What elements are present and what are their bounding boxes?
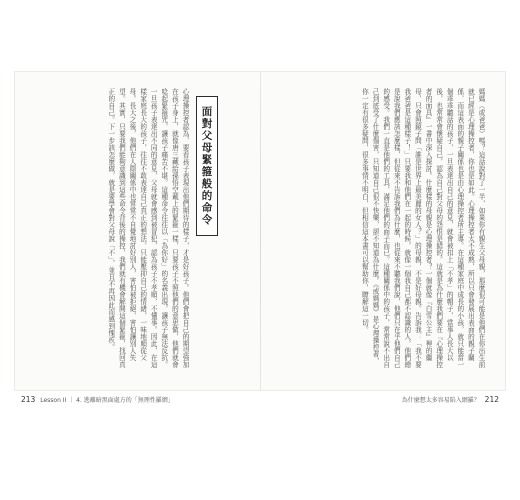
section-heading: 面對父母緊箍般的命令 <box>200 106 213 226</box>
left-running-head: Lesson II ｜ 4. 逃離暗黑面處方的「無理性羅網」 <box>40 397 174 404</box>
section-heading-box <box>196 96 218 236</box>
right-running-head: 為什麼想太多容易陷入網羅？ <box>401 397 480 404</box>
right-page-footer <box>402 395 502 404</box>
right-page-body-text: 媽媽（或爸爸）嗎？這話說對了一半，如果你有親生父母親，那麼很可能是他們在你出生前就已經是心理操控者，你也是如此。心理操控者太不成熟，所以只會發展出表面的親子關係，而這表面的親子關係也是由心理操控者所主導。在這種家庭中成長的小孩，就只能當一個乖乖聽話的孩子，一旦表達出自己的意見，就會被扣上「不孝」的帽子，當事人長大以後，也常常會懷疑自己，認為自己對父母的怨恨是錯的。這就是為什麼我們要在『心理操控者的面具』一書中深入探討。什麼樣的母親是心理操控者？一個就像『白雪公主』裡的繼母，只會照鏡子問「誰是世界上最美麗的女人？」的母親，不是好母親。告訴我：「我不要我爸爸是這種樣子！」只要我和他們在一起的時候，就像一個我自己都不認識的人，他們總是說我們應該怎麼樣，但從來不告訴我們為什麼，也從來不聽我們說，他們只在乎他們自己的感受。我們一直是他們的工具，滿足他們的面子而已。這種關係中的孩子，常常說不出自己到底受了什麼傷害，只知道自己很不快樂，卻不知道為什麼。《或媽媽》是心理操控者，你一定有很多疑問，很多事情不明白，但相信這本書可以幫助你，瞭解這一切。 <box>360 88 485 368</box>
book-gutter <box>260 72 261 390</box>
left-page-body-text: 心理操控者認為，要看孩子表現出他們期待的樣子，才是好孩子。他們會把自己的期望強加在孩子身上，就像唐三藏給孫悟空戴上的緊箍一樣，只要孩子不照他們的意思做，他們就會唸起緊箍咒，讓孩子痛苦不堪。這種命令往往以「為你好」的名義出現，讓孩子無法反抗。一旦孩子表達出不同的意見，父母就會感到被冒犯，認為孩子不孝順、不懂事。因此，在這樣家庭長大的孩子，往往不敢表達自己真正的想法，只能壓抑自己的情緒，一味地順從父母。長大之後，他們在人際關係中也常常不自覺地討好別人，害怕被拒絕，害怕讓別人失望。其實，只要我們能夠意識到這些命令背後的操控，我們就有機會解開這個緊箍，找回真正的自己。下一步該怎麼做，就是要學會對父母說「不」，並且不再因此而感到愧疚。 <box>106 88 189 368</box>
right-page-number: 212 <box>484 395 499 404</box>
left-page-footer <box>18 395 174 404</box>
left-page-number: 213 <box>21 395 36 404</box>
